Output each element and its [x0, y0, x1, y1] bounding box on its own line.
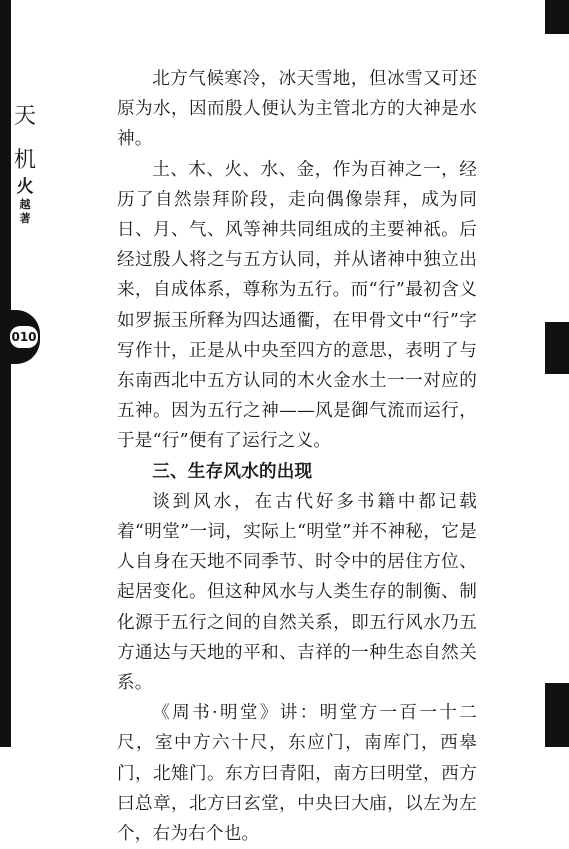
author-char: 越	[19, 198, 31, 211]
paragraph: 谈到风水，在古代好多书籍中都记载着“明堂”一词，实际上“明堂”并不神秘，它是人自身在天地不同季节、时令中的居住方位、起居变化。但这种风水与人类生存的制衡、制化源于五行之间的自然关系，即五行风水乃五方通达与天地的平和、吉祥的一种生态自然关系。	[117, 491, 477, 694]
paragraph: 土、木、火、水、金，作为百神之一，经历了自然崇拜阶段，走向偶像崇拜，成为同日、月、气、风等神共同组成的主要神祇。后经过殷人将之与五方认同，并从诸神中独立出来，自成体系，尊称为五行。而“行”最初含义如罗振玉所释为四达通衢，在甲骨文中“行”字写作卄，正是从中央至四方的意思，表明了与东南西北中五方认同的木火金水土一一对应的五神。因为五行之神——风是御气流而运行，于是“行”便有了运行之义。	[117, 159, 477, 452]
page-number: 010	[10, 326, 38, 348]
paragraph: 《周书·明堂》讲：明堂方一百一十二尺，室中方六十尺，东应门，南库门，西皋门，北雉门。东方曰青阳，南方曰明堂，西方曰总章，北方曰玄堂，中央曰大庙，以左为左个，右为右个也。	[117, 703, 477, 845]
page-body	[117, 64, 477, 849]
book-title-char: 天	[13, 104, 36, 129]
right-edge-mark-top	[545, 0, 569, 34]
paragraph: 北方气候寒冷，冰天雪地，但冰雪又可还原为水，因而殷人便认为主管北方的大神是水神。	[117, 69, 477, 150]
book-author	[13, 176, 37, 226]
author-char: 著	[19, 212, 31, 225]
right-edge-mark-bottom	[545, 683, 569, 747]
right-edge-mark-middle	[545, 322, 569, 374]
book-title	[13, 95, 37, 183]
book-title-char: 机	[13, 148, 36, 173]
author-char: 火	[16, 177, 34, 197]
section-heading: 三、生存风水的出现	[152, 461, 313, 482]
left-edge-bar	[0, 0, 11, 747]
